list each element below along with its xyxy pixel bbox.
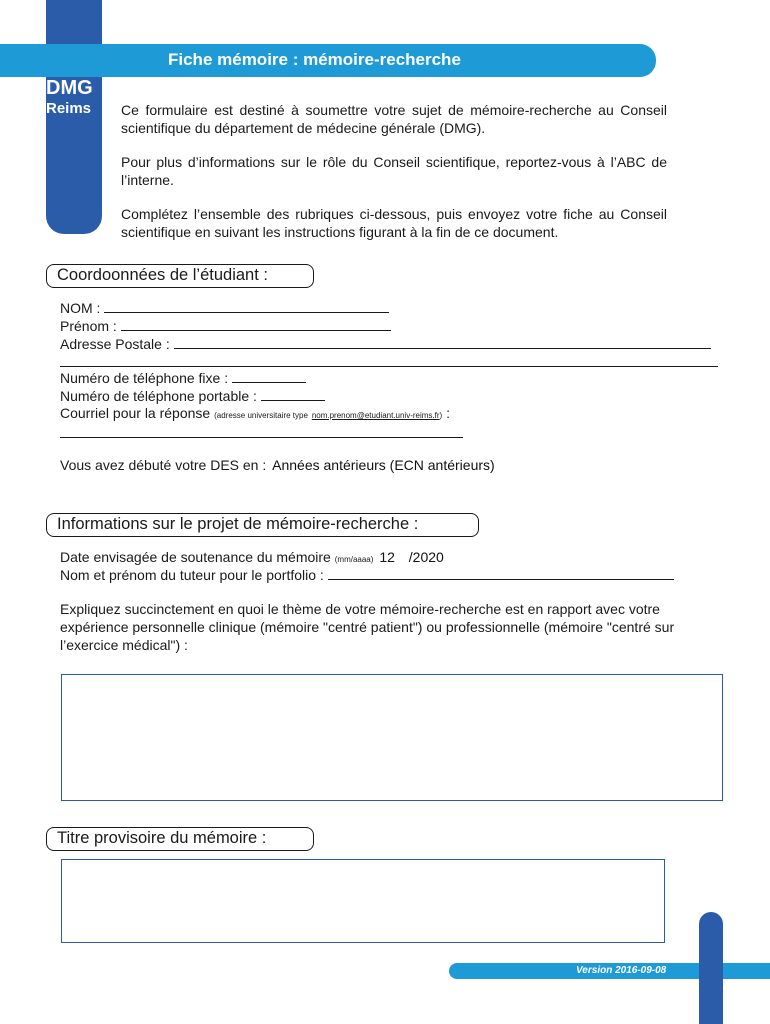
adresse-input-line-1[interactable] bbox=[174, 335, 711, 349]
courriel-hint-suffix: ) bbox=[439, 411, 443, 420]
explain-textbox[interactable] bbox=[61, 674, 723, 801]
intro-paragraph-2: Pour plus d’informations sur le rôle du Conseil scientifique, reportez-vous à l’ABC de l’interne. bbox=[121, 154, 667, 188]
tel-fixe-row bbox=[60, 369, 306, 387]
adresse-label: Adresse Postale : bbox=[60, 336, 170, 352]
title-textbox[interactable] bbox=[61, 859, 665, 943]
courriel-row bbox=[60, 405, 450, 424]
date-label: Date envisagée de soutenance du mémoire bbox=[60, 549, 331, 565]
section-heading-student: Coordoonnées de l’étudiant : bbox=[46, 264, 314, 288]
bottom-accent-bar bbox=[699, 912, 723, 1024]
prenom-label: Prénom : bbox=[60, 318, 117, 334]
explain-prompt: Expliquez succinctement en quoi le thème de votre mémoire-recherche est en rapport avec votre expérience personnelle clinique (mémoire "centré patient") ou professionnelle (mémoire "centré sur l’exercice médical") : bbox=[60, 601, 675, 653]
date-year-input[interactable]: /2020 bbox=[408, 549, 444, 565]
left-accent-bar bbox=[46, 0, 102, 234]
section-heading-project: Informations sur le projet de mémoire-recherche : bbox=[46, 513, 479, 537]
tuteur-row bbox=[60, 566, 674, 584]
intro-text bbox=[121, 101, 667, 257]
date-month-input[interactable]: 12 bbox=[379, 549, 395, 565]
header-banner bbox=[0, 44, 656, 77]
courriel-label: Courriel pour la réponse bbox=[60, 405, 211, 421]
prenom-row bbox=[60, 317, 391, 335]
page-title: Fiche mémoire : mémoire-recherche bbox=[168, 50, 461, 69]
tel-fixe-input[interactable] bbox=[232, 369, 306, 383]
adresse-row bbox=[60, 335, 711, 353]
des-row bbox=[60, 457, 495, 474]
intro-paragraph-3: Complétez l’ensemble des rubriques ci-dessous, puis envoyez votre fiche au Conseil scientifique en suivant les instructions figurant à la fin de ce document. bbox=[121, 206, 667, 240]
intro-paragraph-1: Ce formulaire est destiné à soumettre votre sujet de mémoire-recherche au Conseil scientifique du département de médecine générale (DMG). bbox=[121, 102, 667, 136]
tel-portable-label: Numéro de téléphone portable : bbox=[60, 388, 257, 404]
courriel-hint-prefix: (adresse universitaire type bbox=[214, 411, 308, 420]
nom-row bbox=[60, 299, 389, 317]
dmg-reims-logo bbox=[46, 78, 93, 116]
logo-dmg-text: DMG bbox=[46, 77, 93, 99]
courriel-colon: : bbox=[446, 405, 450, 421]
logo-reims-text: Reims bbox=[46, 100, 92, 117]
nom-label: NOM : bbox=[60, 300, 101, 316]
courriel-input[interactable] bbox=[60, 437, 463, 438]
date-hint: (mm/aaaa) bbox=[334, 555, 374, 564]
version-label: Version 2016-09-08 bbox=[576, 965, 667, 976]
des-value[interactable]: Années antérieurs (ECN antérieurs) bbox=[272, 457, 495, 473]
tel-portable-input[interactable] bbox=[261, 387, 325, 401]
tuteur-label: Nom et prénom du tuteur pour le portfolio : bbox=[60, 567, 324, 583]
tel-fixe-label: Numéro de téléphone fixe : bbox=[60, 370, 229, 386]
section-heading-title: Titre provisoire du mémoire : bbox=[46, 827, 314, 851]
adresse-input-line-2[interactable] bbox=[60, 366, 718, 367]
courriel-hint-example: nom.prenom@etudiant.univ-reims.fr bbox=[311, 411, 440, 420]
prenom-input[interactable] bbox=[121, 317, 391, 331]
tel-portable-row bbox=[60, 387, 325, 405]
nom-input[interactable] bbox=[104, 299, 389, 313]
tuteur-input[interactable] bbox=[328, 566, 674, 580]
des-label: Vous avez débuté votre DES en : bbox=[60, 457, 267, 473]
